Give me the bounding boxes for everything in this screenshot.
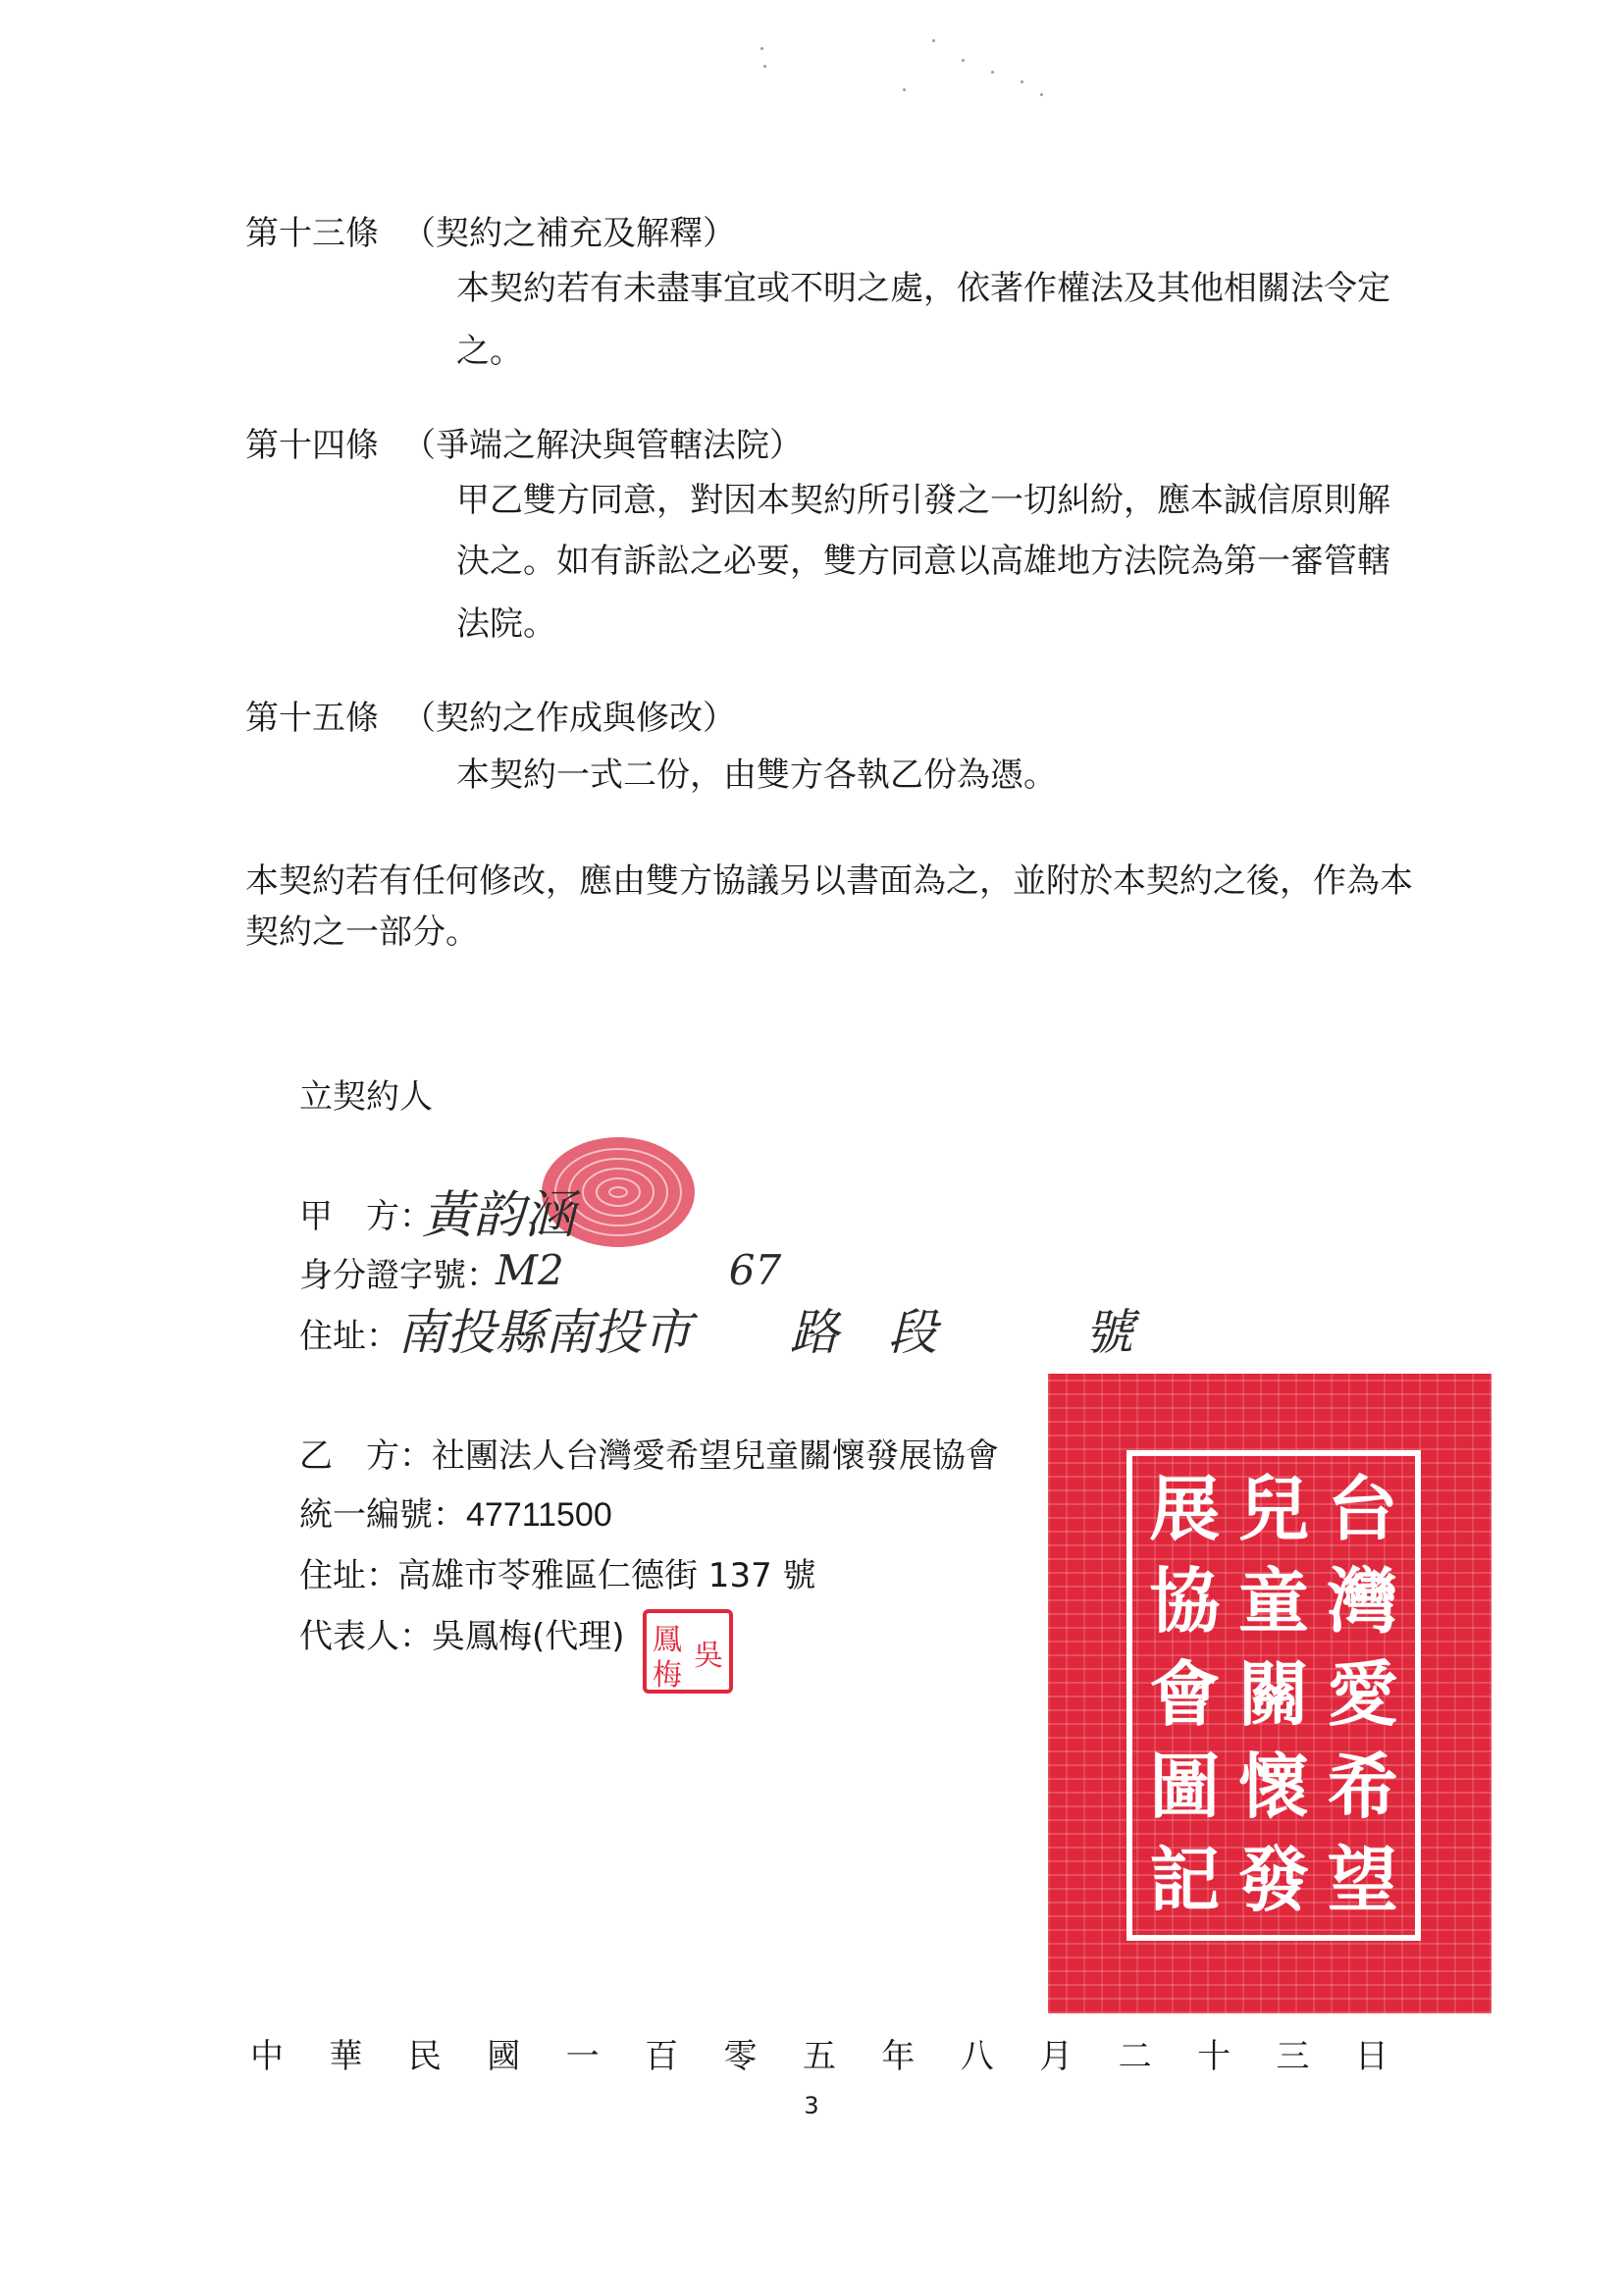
date-char: 年 — [881, 2037, 916, 2076]
date-char: 八 — [960, 2037, 994, 2076]
page-number: 3 — [804, 2092, 819, 2119]
date-char: 民 — [407, 2037, 442, 2076]
article-14-number: 第十四條 — [245, 426, 379, 465]
date-char: 中 — [250, 2037, 284, 2076]
article-13-line-2: 之。 — [456, 332, 523, 371]
date-char: 日 — [1354, 2037, 1388, 2076]
scan-speck — [763, 65, 766, 68]
party-a-id-label: 身分證字號： — [299, 1256, 499, 1295]
scan-speck — [1021, 80, 1023, 83]
organization-seal — [1048, 1374, 1492, 2013]
seal-char: 愛 — [1327, 1651, 1398, 1736]
organization-seal-inner — [1126, 1450, 1421, 1941]
party-b-rep: 吳鳳梅(代理) — [432, 1617, 625, 1656]
small-personal-seal — [643, 1609, 733, 1694]
scan-speck — [1040, 93, 1043, 96]
seal-char: 灣 — [1327, 1559, 1398, 1644]
seal-char: 記 — [1149, 1837, 1221, 1921]
article-14-line-2: 決之。如有訴訟之必要，雙方同意以高雄地方法院為第一審管轄 — [456, 542, 1390, 581]
party-a-address-label: 住址： — [299, 1317, 399, 1356]
date-char: 三 — [1276, 2037, 1310, 2076]
article-14-title: （爭端之解決與管轄法院） — [402, 426, 803, 465]
seal-char: 兒 — [1238, 1467, 1310, 1550]
date-char: 月 — [1039, 2037, 1073, 2076]
scan-speck — [991, 71, 994, 74]
date-char: 一 — [565, 2037, 600, 2076]
article-15-number: 第十五條 — [245, 699, 379, 738]
seal-char: 懷 — [1238, 1745, 1310, 1829]
date-char: 國 — [487, 2037, 521, 2076]
contract-date — [250, 2029, 1388, 2077]
seal-char: 會 — [1149, 1651, 1221, 1736]
seal-char: 台 — [1327, 1467, 1398, 1550]
seal-char: 圖 — [1149, 1745, 1221, 1829]
article-13-number: 第十三條 — [245, 214, 379, 253]
date-char: 十 — [1197, 2037, 1231, 2076]
seal-char: 梅 — [653, 1658, 682, 1693]
party-b-address-label: 住址： — [299, 1556, 399, 1595]
party-b-name: 社團法人台灣愛希望兒童關懷發展協會 — [432, 1436, 999, 1476]
party-a-signature: 黃韵涵 — [422, 1186, 576, 1245]
party-b-address: 高雄市苓雅區仁德街 137 號 — [397, 1556, 816, 1595]
party-a-address-handwritten: 南投縣南投市 路 段 號 — [397, 1304, 1133, 1361]
article-14-line-3: 法院。 — [456, 604, 556, 644]
article-14-line-1: 甲乙雙方同意，對因本契約所引發之一切糾紛，應本誠信原則解 — [456, 481, 1390, 520]
article-15-line-1: 本契約一式二份，由雙方各執乙份為憑。 — [456, 756, 1057, 795]
date-char: 華 — [329, 2037, 363, 2076]
seal-char: 發 — [1238, 1837, 1310, 1921]
closing-line-2: 契約之一部分。 — [245, 913, 479, 952]
party-a-label: 甲 方： — [299, 1197, 433, 1236]
date-char: 零 — [723, 2037, 758, 2076]
seal-char: 童 — [1238, 1559, 1310, 1644]
seal-char: 吳 — [694, 1639, 723, 1673]
seal-char: 展 — [1149, 1467, 1221, 1550]
article-13-line-1: 本契約若有未盡事宜或不明之處，依著作權法及其他相關法令定 — [456, 269, 1390, 308]
party-b-rep-label: 代表人： — [299, 1617, 433, 1656]
date-char: 百 — [645, 2037, 679, 2076]
party-b-tax-id-label: 統一編號： — [299, 1495, 466, 1535]
signatory-heading: 立契約人 — [299, 1077, 433, 1117]
seal-char: 望 — [1327, 1837, 1398, 1921]
seal-char: 協 — [1149, 1559, 1221, 1644]
article-15-title: （契約之作成與修改） — [402, 699, 736, 738]
party-b-label: 乙 方： — [299, 1436, 433, 1476]
date-char: 二 — [1118, 2037, 1152, 2076]
party-a-id-handwritten: M2 67 — [496, 1246, 782, 1294]
scan-speck — [760, 47, 763, 50]
scan-speck — [903, 88, 906, 91]
article-13-title: （契約之補充及解釋） — [402, 214, 736, 253]
seal-char: 關 — [1238, 1651, 1310, 1736]
date-char: 五 — [802, 2037, 836, 2076]
seal-char: 希 — [1327, 1745, 1398, 1829]
closing-line-1: 本契約若有任何修改，應由雙方協議另以書面為之，並附於本契約之後，作為本 — [245, 861, 1413, 901]
scan-speck — [962, 59, 965, 62]
party-b-tax-id: 47711500 — [466, 1496, 612, 1534]
scan-speck — [932, 39, 935, 42]
seal-char: 鳳 — [653, 1623, 682, 1657]
